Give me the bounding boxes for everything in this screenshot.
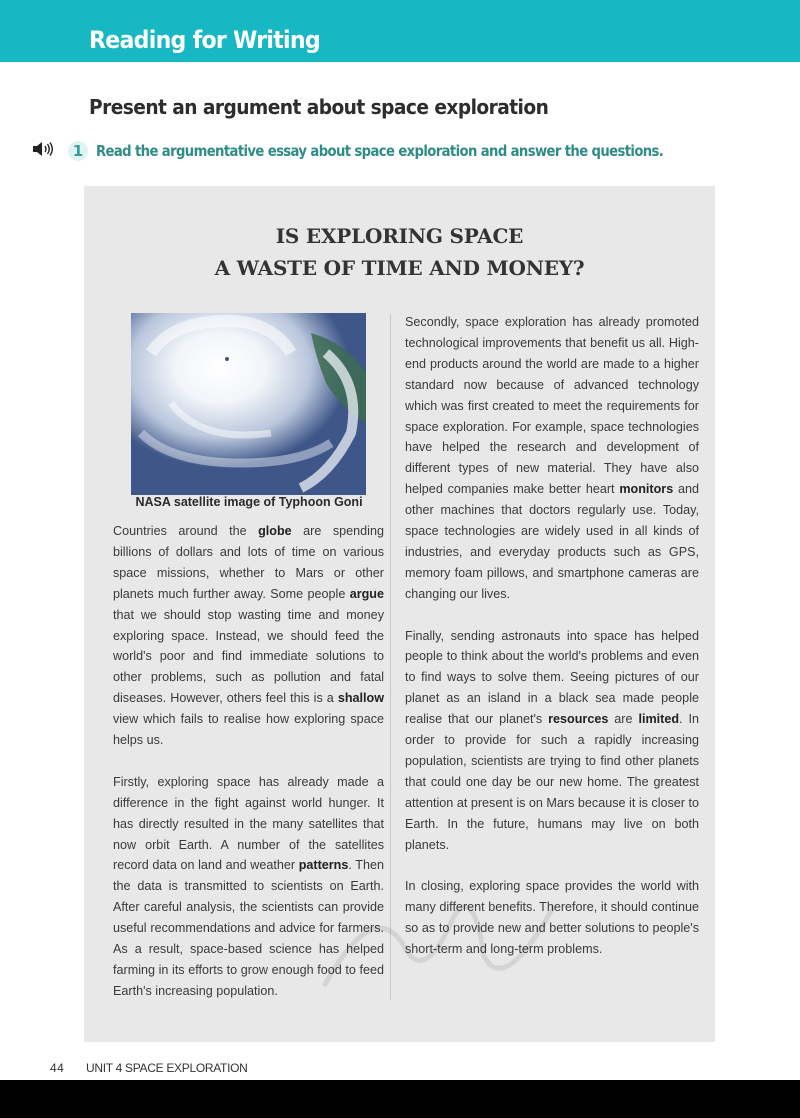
section-title: Present an argument about space exploration <box>89 95 549 119</box>
essay-paragraph: Countries around the globe are spending billions of dollars and lots of time on various space missions, whether to Mars or other planets much further away. Some people argue that we should stop wasting time and money exploring space. Instead, we should feed the world's poor and find immediate solutions to other problems, such as pollution and fatal diseases. However, others feel this is a shallow view which fails to realise how exploring space helps us. <box>113 524 384 748</box>
essay-title <box>84 220 715 284</box>
vocabulary-word: argue <box>349 586 384 601</box>
page-footer <box>50 1061 248 1075</box>
watermark-signature <box>314 876 574 1006</box>
speaker-icon[interactable] <box>32 141 68 161</box>
essay-panel <box>84 186 715 1042</box>
figure-caption: NASA satellite image of Typhoon Goni <box>135 495 363 509</box>
instruction <box>32 141 741 161</box>
essay-title-line-1: IS EXPLORING SPACE <box>275 224 524 248</box>
essay-paragraph: Firstly, exploring space has already made a difference in the fight against world hunger. It has directly resulted in the many satellites that now orbit Earth. A number of the satellites record data on land and weather patterns. Then the data is transmitted to scientists on Earth. After careful analysis, the scientists can provide useful recommendations and advice for farmers. As a result, space-based science has helped farming in its efforts to grow enough food to feed Earth's increasing population. <box>113 774 384 998</box>
page-number: 44 <box>50 1061 65 1075</box>
essay-title-line-2: A WASTE OF TIME AND MONEY? <box>214 256 585 280</box>
vocabulary-word: limited <box>638 712 680 727</box>
essay-paragraph: In closing, exploring space provides the world with many different benefits. Therefore, it should continue so as to provide new and better solutions to people's short-term and long-term problems. <box>405 879 699 957</box>
essay-paragraph: Finally, sending astronauts into space has helped people to think about the world's problems and even to find ways to solve them. Seeing pictures of our planet as an island in a black sea made people realise that our planet's resources are limited. In order to provide for such a rapidly increasing population, scientists are trying to find other planets that could one day be our new home. The greatest attention at present is on Mars because it is closer to Earth. In the future, humans may live on both planets. <box>405 628 700 852</box>
vocabulary-word: patterns <box>298 858 349 873</box>
bottom-black-bar <box>0 1080 800 1118</box>
typhoon-satellite-image <box>131 313 366 495</box>
vocabulary-word: resources <box>548 712 609 727</box>
page-section-header: Reading for Writing <box>89 26 320 54</box>
vocabulary-word: shallow <box>337 691 384 706</box>
essay-paragraph: Secondly, space exploration has already promoted technological improvements that benefit us all. High-end products around the world are made to a higher standard now because of advanced technology which was first created to meet the requirements for space exploration. For example, space technologies have helped the research and development of different types of new material. They have also helped companies make better heart monitors and other machines that doctors regularly use. Today, space technologies are widely used in all kinds of industries, and everyday products such as GPS, memory foam pillows, and smartphone cameras are changing our lives. <box>405 315 699 601</box>
vocabulary-word: globe <box>258 524 292 538</box>
vocabulary-word: monitors <box>619 482 674 497</box>
unit-label: UNIT 4 SPACE EXPLORATION <box>86 1061 248 1075</box>
question-number-badge: 1 <box>68 141 88 161</box>
instruction-text: Read the argumentative essay about space exploration and answer the questions. <box>96 142 664 160</box>
